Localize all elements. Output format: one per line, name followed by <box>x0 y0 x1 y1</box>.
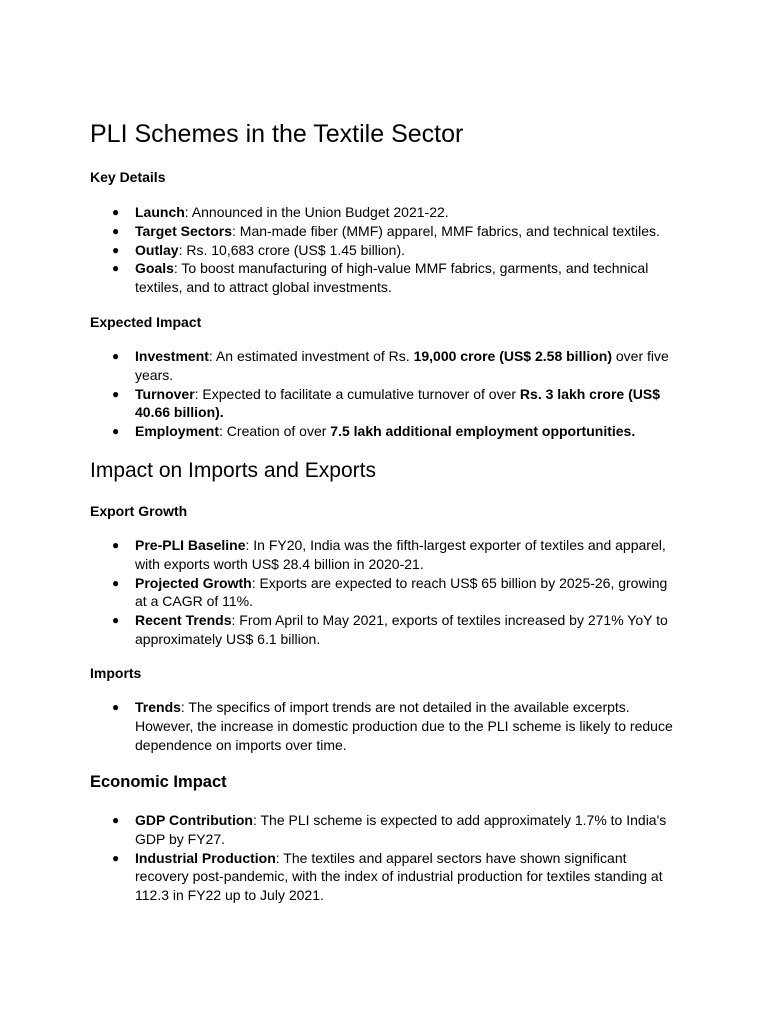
list-item <box>90 611 680 649</box>
bullet-icon: ● <box>112 261 120 276</box>
item-term: Goals <box>135 260 174 277</box>
list-item <box>90 222 680 241</box>
economic-impact-heading: Economic Impact <box>90 773 227 791</box>
list-item <box>90 347 680 385</box>
list-item <box>90 422 680 441</box>
list-item <box>90 698 680 754</box>
item-term: Turnover <box>135 385 195 402</box>
bullet-icon: ● <box>112 349 120 363</box>
economic-impact-list <box>90 811 680 905</box>
key-details-heading: Key Details <box>90 169 166 185</box>
item-term: Investment <box>135 348 209 364</box>
item-text: : Exports are expected to reach US$ 65 billion by 2025-26, growing at a CAGR of 11%. <box>135 574 668 610</box>
key-details-list <box>90 203 680 297</box>
imports-heading: Imports <box>90 665 142 681</box>
page-title: PLI Schemes in the Textile Sector <box>90 120 464 148</box>
item-term: Recent Trends <box>135 612 232 629</box>
bullet-icon: ● <box>112 538 120 552</box>
export-growth-heading: Export Growth <box>90 503 188 519</box>
list-item <box>90 385 680 423</box>
item-text: : Rs. 10,683 crore (US$ 1.45 billion). <box>178 241 406 258</box>
bullet-icon: ● <box>112 386 120 401</box>
bullet-icon: ● <box>112 813 120 827</box>
item-term: Target Sectors <box>135 222 232 239</box>
list-item <box>90 203 680 222</box>
list-item <box>90 574 680 612</box>
item-term: Trends <box>135 699 181 715</box>
item-highlight: 7.5 lakh additional employment opportunities. <box>330 423 636 440</box>
item-text: : The PLI scheme is expected to add approximately 1.7% to India's GDP by FY27. <box>135 812 667 847</box>
imports-list <box>90 698 680 754</box>
list-item <box>90 849 680 905</box>
item-term: Launch <box>135 204 185 220</box>
bullet-icon: ● <box>112 242 120 257</box>
item-highlight: 19,000 crore (US$ 2.58 billion) <box>413 348 612 364</box>
item-tail: over five years. <box>135 348 669 383</box>
bullet-icon: ● <box>112 575 120 590</box>
item-term: Employment <box>135 423 220 440</box>
item-term: Outlay <box>135 241 179 258</box>
bullet-icon: ● <box>112 613 120 628</box>
imports-exports-heading: Impact on Imports and Exports <box>90 459 376 482</box>
list-item <box>90 811 680 849</box>
item-text: : From April to May 2021, exports of textiles increased by 271% YoY to approximately US$ 6.1 billion. <box>135 612 668 647</box>
item-text: : The specifics of import trends are not detailed in the available excerpts. However, the increase in domestic production due to the PLI scheme is likely to reduce dependence on imports over time. <box>135 699 673 753</box>
list-item <box>90 259 680 297</box>
item-text: : In FY20, India was the fifth-largest exporter of textiles and apparel, with exports worth US$ 28.4 billion in 2020-21. <box>135 537 666 572</box>
item-highlight: Rs. 3 lakh crore (US$ 40.66 billion). <box>135 385 660 421</box>
list-item <box>90 241 680 260</box>
item-text: : Man-made fiber (MMF) apparel, MMF fabrics, and technical textiles. <box>232 222 660 239</box>
bullet-icon: ● <box>112 700 120 714</box>
item-text: : Creation of over <box>219 423 331 440</box>
item-text: : An estimated investment of Rs. <box>208 348 414 364</box>
bullet-icon: ● <box>112 850 120 865</box>
item-text: : To boost manufacturing of high-value MMF fabrics, garments, and technical textiles, and to attract global investments. <box>135 260 649 296</box>
expected-impact-list <box>90 347 680 441</box>
item-text: : Announced in the Union Budget 2021-22. <box>184 204 449 220</box>
bullet-icon: ● <box>112 223 120 238</box>
bullet-icon: ● <box>112 205 120 219</box>
item-term: Industrial Production <box>135 849 276 866</box>
item-term: GDP Contribution <box>135 812 253 828</box>
bullet-icon: ● <box>112 424 120 439</box>
expected-impact-heading: Expected Impact <box>90 314 202 330</box>
item-term: Projected Growth <box>135 574 252 591</box>
item-term: Pre-PLI Baseline <box>135 537 246 553</box>
export-growth-list <box>90 536 680 649</box>
item-text: : Expected to facilitate a cumulative turnover of over <box>194 385 520 402</box>
item-text: : The textiles and apparel sectors have shown significant recovery post-pandemic, with the index of industrial production for textiles standing at 112.3 in FY22 up to July 2021. <box>135 849 663 904</box>
list-item <box>90 536 680 574</box>
